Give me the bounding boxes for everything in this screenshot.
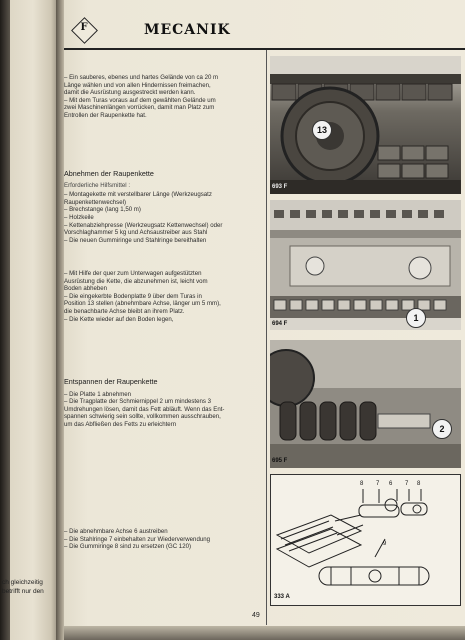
undercarriage-photo [270, 200, 461, 330]
section-subheading: Erforderliche Hilfsmittel : [64, 181, 131, 189]
text-line: zwei Maschinenlängen vorrücken, damit man Platz zum [64, 104, 215, 112]
callout-marker: 9 [383, 541, 387, 547]
left-page-line: betrifft nur den [2, 588, 44, 595]
removal-section [64, 170, 256, 244]
text-line: – Die Platte 1 abnehmen [64, 390, 132, 398]
text-line: – Die Gummiringe 8 sind zu ersetzen (GC 120) [64, 543, 192, 551]
page-title: MECANIK [144, 22, 231, 38]
figure-drawing-333 [270, 474, 461, 606]
text-line: um das Abfließen des Fetts zu erleichtern [64, 420, 177, 428]
callout-marker: 7 [376, 481, 380, 487]
callout-marker: 2 [432, 419, 452, 439]
callout-marker: 8 [360, 481, 364, 487]
figure-label: 695 F [272, 458, 288, 464]
figure-photo-695 [270, 340, 461, 468]
text-line: damit die Ausrüstung ausgestreckt werden kann. [64, 89, 196, 97]
text-line: Entrollen der Raupenkette hat. [64, 111, 147, 119]
text-line: – Holzkeile [64, 213, 94, 221]
book-edge [0, 0, 10, 640]
intro-text [64, 74, 256, 120]
column-divider [266, 50, 267, 625]
text-line: – Mit Hilfe der quer zum Unterwagen aufgestützten [64, 270, 202, 277]
section-heading: Entspannen der Raupenkette [64, 377, 158, 386]
page-number: 49 [252, 612, 260, 619]
header-rule [64, 48, 465, 50]
text-line: die benachbarte Achse bleibt an ihrem Platz. [64, 307, 185, 315]
text-line: – Die Stahlringe 7 einbehalten zur Wiederverwendung [64, 535, 211, 543]
track-sprocket-photo [270, 56, 461, 194]
figure-photo-694 [270, 200, 461, 330]
text-line: Position 13 stellen (abnehmbare Achse, länger um 5 mm), [64, 300, 221, 308]
callout-marker: 7 [405, 481, 409, 487]
tension-section [64, 378, 256, 429]
section-letter: F [80, 22, 88, 33]
callout-marker: 1 [406, 308, 426, 328]
text-line: spannen schwierig sein sollte, vollkommen ausschrauben, [64, 413, 221, 421]
figure-label: 694 F [272, 321, 288, 327]
page-bottom-edge [64, 626, 465, 640]
text-line: Länge wählen und von allen Hindernissen freimachen, [64, 81, 211, 89]
left-facing-page [0, 0, 60, 640]
callout-marker: 13 [312, 120, 332, 140]
text-line: – Kettenabziehpresse (Werkzeugsatz Kettenwechsel) oder [64, 221, 223, 229]
text-line: Boden abheben [64, 285, 108, 293]
text-line: Ausrüstung die Kette, die abzunehmen ist, leicht vom [64, 277, 208, 285]
text-line: – Montagekette mit verstellbarer Länge (Werkzeugsatz [64, 191, 212, 199]
text-line: – Ein sauberes, ebenes und hartes Gelände von ca 20 m [64, 74, 219, 81]
text-line: – Die eingekerbte Bodenplatte 9 über dem Turas in [64, 292, 202, 300]
text-line: – Die Kette wieder auf den Boden legen, [64, 315, 174, 323]
text-line: – Die Tragplatte der Schmiernippel 2 um mindestens 3 [64, 398, 212, 406]
tensioner-photo [270, 340, 461, 468]
text-line: – Brechstange (lang 1,50 m) [64, 206, 141, 214]
text-line: Raupenkettenwechsel) [64, 198, 126, 206]
callout-marker: 8 [417, 481, 421, 487]
text-line: – Die neuen Gummiringe und Stahlringe bereithalten [64, 236, 207, 244]
left-page-line: ch gleichzeitig [2, 579, 43, 586]
page-header [64, 8, 465, 48]
callout-marker: 6 [389, 481, 393, 487]
section-heading: Abnehmen der Raupenkette [64, 169, 154, 178]
figure-photo-693 [270, 56, 461, 194]
text-line: Umdrehungen lösen, damit das Fett abläuft. Wenn das Ent- [64, 405, 225, 413]
section-badge [72, 18, 96, 42]
left-page-text [2, 578, 44, 596]
text-line: – Mit dem Turas voraus auf dem gewählten Gelände um [64, 96, 216, 104]
figure-label: 333 A [274, 594, 290, 600]
text-line: Vorschlaghammer 5 kg und Achsaustreiber aus Stahl [64, 229, 208, 237]
axle-exploded-drawing [271, 475, 460, 605]
axle-section [64, 528, 256, 551]
removal-steps [64, 270, 256, 323]
manual-page [64, 0, 465, 640]
figure-label: 693 F [272, 184, 288, 190]
text-line: – Die abnehmbare Achse 6 austreiben [64, 528, 168, 535]
